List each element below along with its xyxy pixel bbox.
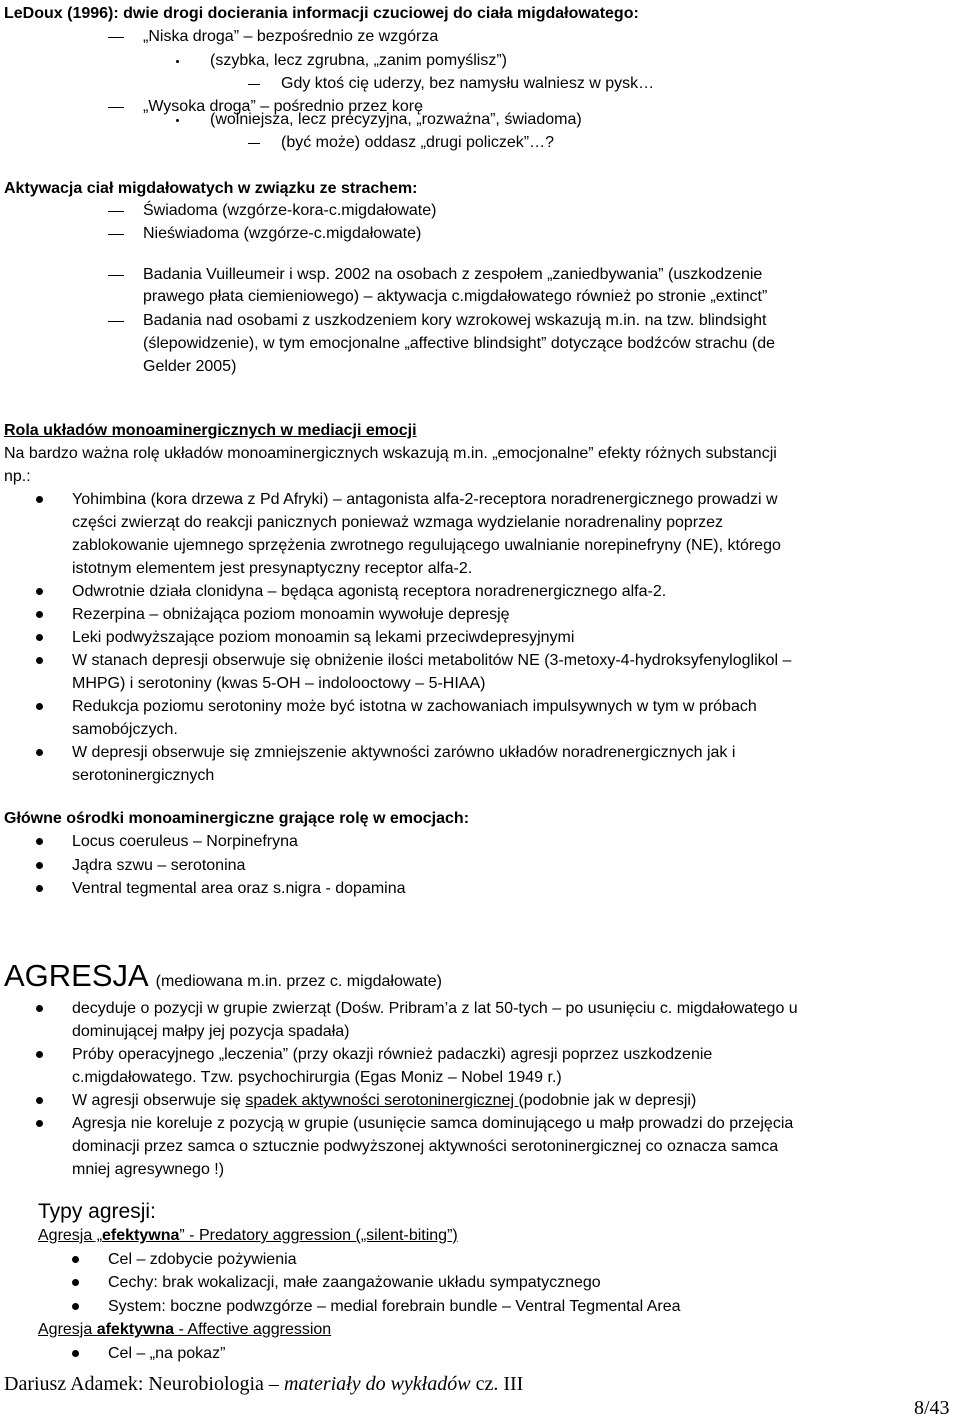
footer-italic: materiały do wykładów — [283, 1373, 471, 1395]
bullet-dot — [36, 862, 43, 869]
text-line: (wolniejsza, lecz precyzyjna, „rozważna”, świadoma) — [210, 111, 582, 128]
title-agresja-text: AGRESJA — [4, 958, 147, 993]
text-line: Gelder 2005) — [143, 358, 237, 375]
list-item: Leki podwyższające poziom monoamin są lekami przeciwdepresyjnymi — [72, 629, 575, 646]
list-item: Agresja nie koreluje z pozycją w grupie (usunięcie samca dominującego u małp prowadzi do przejęcia — [72, 1115, 794, 1132]
dash-bullet — [108, 234, 124, 235]
list-item: Rezerpina – obniżająca poziom monoamin wywołuje depresję — [72, 606, 510, 623]
text-fragment: Agresja „ — [38, 1227, 103, 1244]
text-line: prawego płata ciemieniowego) – aktywacja c.migdałowatego również po stronie „extinct” — [143, 288, 768, 305]
bullet-dot — [36, 496, 43, 503]
list-item: Cel – zdobycie pożywienia — [108, 1251, 297, 1268]
bullet-dot — [36, 838, 43, 845]
text-line: Świadoma (wzgórze-kora-c.migdałowate) — [143, 202, 437, 219]
underlined-text: spadek aktywności serotoninergicznej — [245, 1092, 519, 1109]
list-item: serotoninergicznych — [72, 767, 215, 784]
list-item: c.migdałowatego. Tzw. psychochirurgia (Egas Moniz – Nobel 1949 r.) — [72, 1069, 562, 1086]
dash-bullet — [108, 275, 124, 276]
bullet-dot — [72, 1279, 79, 1286]
heading-aktywacja: Aktywacja ciał migdałowatych w związku ze strachem: — [4, 180, 418, 197]
list-item: Yohimbina (kora drzewa z Pd Afryki) – antagonista alfa-2-receptora noradrenergicznego prowadzi w — [72, 491, 778, 508]
text-line: „Wysoka droga” – pośrednio przez korę — [143, 98, 423, 115]
text-fragment: W agresji obserwuje się — [72, 1092, 246, 1109]
list-item: Ventral tegmental area oraz s.nigra - dopamina — [72, 880, 406, 897]
bullet-dot — [176, 119, 179, 122]
text-line: „Niska droga” – bezpośrednio ze wzgórza — [143, 28, 439, 45]
text-line: Na bardzo ważna rolę układów monoaminergicznych wskazują m.in. „emocjonalne” efekty różnych substancji — [4, 445, 777, 462]
text-line: Gdy ktoś cię uderzy, bez namysłu walniesz w pysk… — [281, 75, 655, 92]
dash-bullet — [108, 211, 124, 212]
page-number: 8/43 — [914, 1397, 950, 1419]
bullet-dot — [72, 1350, 79, 1357]
text-fragment: Agresja — [38, 1321, 97, 1338]
bullet-dot — [36, 1005, 43, 1012]
subheading-afektywna — [38, 1320, 331, 1340]
dash-bullet — [108, 321, 124, 322]
bullet-dot — [36, 611, 43, 618]
bullet-dot — [36, 588, 43, 595]
text-fragment: - Affective aggression — [174, 1321, 332, 1338]
list-item — [72, 1091, 696, 1111]
bold-text: afektywna — [96, 1321, 175, 1338]
bullet-dot — [36, 1051, 43, 1058]
bold-text: efektywna — [102, 1227, 180, 1244]
bullet-dot — [72, 1256, 79, 1263]
bullet-dot — [36, 1120, 43, 1127]
list-item: istotnym elementem jest presynaptyczny receptor alfa-2. — [72, 560, 473, 577]
list-item: System: boczne podwzgórze – medial forebrain bundle – Ventral Tegmental Area — [108, 1298, 681, 1315]
dash-bullet — [108, 107, 124, 108]
bullet-dot — [36, 657, 43, 664]
bullet-dot — [36, 1097, 43, 1104]
list-item: samobójczych. — [72, 721, 178, 738]
list-item: decyduje o pozycji w grupie zwierząt (Dośw. Pribram’a z lat 50-tych – po usunięciu c. migdałowatego u — [72, 1000, 798, 1017]
dash-bullet — [108, 37, 124, 38]
list-item: Cel – „na pokaz” — [108, 1345, 226, 1362]
text-line: (ślepowidzenie), w tym emocjonalne „affective blindsight” dotyczące bodźców strachu (de — [143, 335, 776, 352]
dash-bullet — [248, 84, 260, 85]
footer-author-text: Dariusz Adamek: Neurobiologia – — [4, 1373, 284, 1395]
heading-centers: Główne ośrodki monoaminergiczne grające rolę w emocjach: — [4, 810, 470, 827]
list-item: zablokowanie ujemnego sprzężenia zwrotnego regulującego uwalnianie norepinefryny (NE), którego — [72, 537, 781, 554]
footer-author — [4, 1373, 523, 1395]
list-item: Locus coeruleus – Norpinefryna — [72, 833, 298, 850]
text-line: (szybka, lecz zgrubna, „zanim pomyślisz”) — [210, 52, 507, 69]
bullet-dot — [72, 1303, 79, 1310]
list-item: W depresji obserwuje się zmniejszenie aktywności zarówno układów noradrenergicznych jak i — [72, 744, 736, 761]
bullet-dot — [36, 885, 43, 892]
list-item: Cechy: brak wokalizacji, małe zaangażowanie układu sympatycznego — [108, 1274, 601, 1291]
bullet-dot — [36, 749, 43, 756]
heading-typy-agresji: Typy agresji: — [38, 1200, 156, 1223]
text-fragment: ” - Predatory aggression („silent-biting”) — [179, 1227, 458, 1244]
title-agresja — [4, 958, 442, 1000]
text-line: np.: — [4, 468, 31, 485]
list-item: dominującej małpy jej pozycja spadała) — [72, 1023, 350, 1040]
text-line: Nieświadoma (wzgórze-c.migdałowate) — [143, 225, 422, 242]
list-item: Jądra szwu – serotonina — [72, 857, 246, 874]
footer-part: cz. III — [470, 1373, 524, 1395]
list-item: Próby operacyjnego „leczenia” (przy okazji również padaczki) agresji poprzez uszkodzenie — [72, 1046, 713, 1063]
list-item: MHPG) i serotoniny (kwas 5-OH – indolooctowy – 5-HIAA) — [72, 675, 486, 692]
text-fragment: (podobnie jak w depresji) — [518, 1092, 697, 1109]
list-item: W stanach depresji obserwuje się obniżenie ilości metabolitów NE (3-metoxy-4-hydroksyfenyloglikol – — [72, 652, 792, 669]
heading-ledoux: LeDoux (1996): dwie drogi docierania informacji czuciowej do ciała migdałowatego: — [4, 5, 639, 22]
text-line: Badania Vuilleumeir i wsp. 2002 na osobach z zespołem „zaniedbywania” (uszkodzenie — [143, 266, 763, 283]
bullet-dot — [36, 634, 43, 641]
text-line: Badania nad osobami z uszkodzeniem kory wzrokowej wskazują m.in. na tzw. blindsight — [143, 312, 767, 329]
subheading-efektywna — [38, 1226, 458, 1246]
list-item: Redukcja poziomu serotoniny może być istotna w zachowaniach impulsywnych w tym w próbach — [72, 698, 757, 715]
title-agresja-note: (mediowana m.in. przez c. migdałowate) — [155, 973, 442, 990]
dash-bullet — [248, 143, 260, 144]
bullet-dot — [176, 60, 179, 63]
bullet-dot — [36, 703, 43, 710]
heading-monoaminergic: Rola układów monoaminergicznych w mediacji emocji — [4, 422, 417, 439]
list-item: dominacji przez samca o sztucznie podwyższonej aktywności serotoninergicznej co oznacza samca — [72, 1138, 779, 1155]
text-line: (być może) oddasz „drugi policzek”…? — [281, 134, 554, 151]
list-item: Odwrotnie działa clonidyna – będąca agonistą receptora noradrenergicznego alfa-2. — [72, 583, 667, 600]
list-item: części zwierząt do reakcji panicznych ponieważ wzmaga wydzielanie noradrenaliny poprzez — [72, 514, 723, 531]
list-item: mniej agresywnego !) — [72, 1161, 225, 1178]
